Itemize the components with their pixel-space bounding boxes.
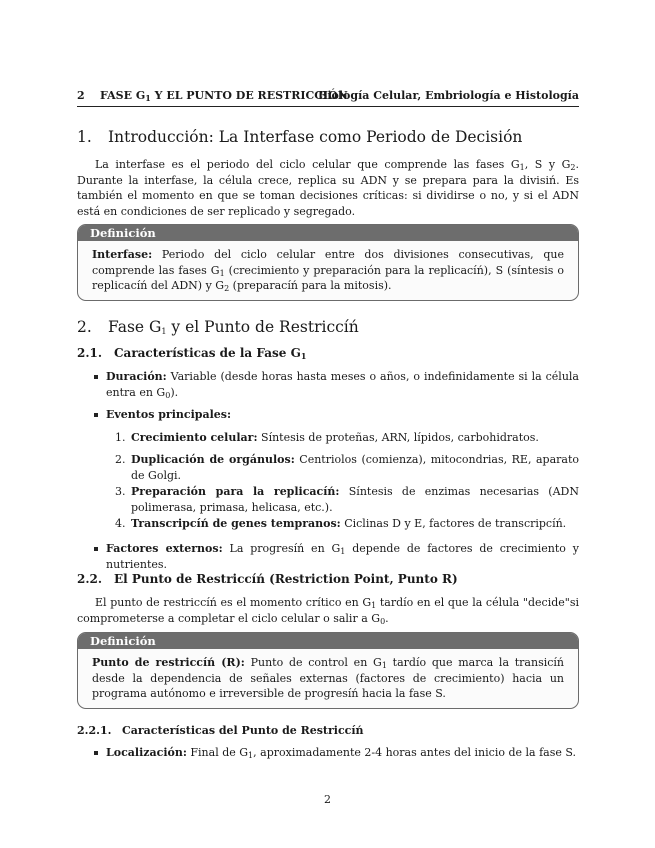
running-head-title: FASE G: [99, 89, 146, 102]
text-run: tardío en el que la célula "decide"si comprometerse a completar el ciclo celular o salir a G: [77, 596, 579, 625]
enum-item-2: [115, 452, 580, 483]
running-head-left: [77, 89, 348, 102]
definition-body: [78, 241, 578, 300]
subsection-number: 2.2.: [77, 572, 103, 586]
text-run: Características del Punto de Restriccíń: [122, 724, 364, 737]
definition-box-interfase: [77, 224, 579, 301]
text-run: Fase G: [108, 318, 162, 336]
bullet-label: Localización:: [106, 746, 187, 759]
subsubsection-2-2-1-heading: [77, 724, 364, 737]
running-head-right: Biología Celular, Embriología e Histología: [318, 89, 579, 102]
section-number: 1.: [77, 128, 92, 146]
text-run: La progresíń en G: [222, 542, 341, 555]
text-run: La interfase es el periodo del ciclo celular que comprende las fases G: [95, 158, 520, 171]
definition-heading: Definición: [78, 633, 578, 649]
text-run: Ciclinas D y E, factores de transcripcíń.: [340, 517, 567, 530]
enum-item-3: [115, 484, 579, 515]
text-run: Final de G: [186, 746, 249, 759]
running-head-rule: [77, 106, 579, 107]
text-run: Punto de control en G: [244, 656, 382, 669]
subscript: 1: [219, 268, 225, 278]
subscript: 1: [248, 751, 254, 760]
text-run: Periodo del ciclo celular entre dos divisiones consecutivas, que comprende las fases G: [92, 248, 564, 277]
subscript: 2: [570, 163, 576, 172]
bullet-marker: [94, 547, 98, 551]
enum-item-4: [115, 516, 579, 532]
text-run: depende de factores de crecimiento y nutrientes.: [106, 542, 579, 571]
subsection-2-2-paragraph: [77, 595, 579, 626]
text-run: y el Punto de Restriccíń: [166, 318, 359, 336]
enum-label: Transcripcíń de genes tempranos:: [131, 517, 341, 530]
subsection-number: 2.1.: [77, 346, 103, 360]
section-1-paragraph: [77, 157, 579, 219]
definition-body: [78, 649, 578, 708]
bullet-label: Eventos principales:: [106, 408, 232, 421]
running-head-number: 2: [77, 89, 85, 102]
enum-label: Duplicación de orgánulos:: [131, 453, 295, 466]
text-run: tardío que marca la transicíń desde la dependencia de señales externas (factores de crecimiento) hacia un programa autónomo e irreversible de progresíń hacia la fase S.: [92, 656, 565, 700]
subscript: 1: [519, 163, 525, 172]
text-run: El Punto de Restriccíń (Restriction Point, Punto R): [114, 572, 458, 586]
subscript: 0: [165, 390, 171, 400]
text-run: Características de la Fase G: [114, 346, 301, 360]
subscript: 1: [340, 547, 346, 556]
subscript: 1: [381, 661, 387, 670]
enum-number: 3.: [115, 485, 126, 498]
bullet-label: Duración:: [106, 370, 167, 383]
definition-term: Interfase:: [92, 248, 153, 261]
text-run: Síntesis de enzimas necesarias (ADN polimerasa, primasa, helicasa, etc.).: [131, 485, 579, 514]
subsection-2-2-heading: [77, 572, 458, 586]
text-run: (crecimiento y preparación para la replicacíń), S (síntesis o replicacíń del ADN) y G: [92, 263, 564, 292]
section-number: 2.: [77, 318, 92, 336]
running-head: [77, 89, 579, 105]
bullet-events: [106, 407, 579, 423]
text-run: Variable (desde horas hasta meses o años, o indefinidamente si la célula entra en G: [106, 370, 579, 399]
subscript: 1: [300, 351, 307, 361]
enum-number: 2.: [115, 453, 126, 466]
bullet-marker: [94, 413, 98, 417]
subscript: 0: [380, 616, 386, 626]
subscript: 1: [161, 327, 167, 336]
running-head-title-tail: Y EL PUNTO DE RESTRICCIÓN: [150, 89, 348, 102]
subsubsection-number: 2.2.1.: [77, 724, 112, 737]
bullet-duration: [106, 369, 579, 400]
enum-label: Preparación para la replicacíń:: [131, 485, 340, 498]
section-2-heading: [77, 318, 359, 336]
text-run: , aproximadamente 2-4 horas antes del inicio de la fase S.: [253, 746, 576, 759]
text-run: Centriolos (comienza), mitocondrias, RE, aparato de Golgi.: [131, 453, 580, 482]
subsection-2-1-heading: [77, 346, 306, 360]
running-head-subscript: 1: [145, 93, 151, 103]
text-run: El punto de restriccíń es el momento crítico en G: [95, 596, 372, 609]
subscript: 1: [371, 601, 377, 610]
bullet-marker: [94, 375, 98, 379]
text-run: Síntesis de proteñas, ARN, lípidos, carbohidratos.: [257, 431, 539, 444]
text-run: , S y G: [524, 158, 571, 171]
section-1-heading: [77, 128, 522, 146]
definition-box-restriction-point: [77, 632, 579, 709]
enum-label: Crecimiento celular:: [131, 431, 258, 444]
bullet-external-factors: [106, 541, 579, 572]
text-run: .: [385, 611, 389, 625]
enum-item-1: [115, 430, 579, 446]
bullet-label: Factores externos:: [106, 542, 223, 555]
enum-number: 4.: [115, 517, 126, 530]
subscript: 2: [224, 284, 230, 293]
bullet-marker: [94, 751, 98, 755]
definition-term: Punto de restriccíń (R):: [92, 656, 245, 669]
page-number: 2: [324, 793, 331, 806]
text-run: . Durante la interfase, la célula crece, replica su ADN y se prepara para la divisiń. Es también el momento en que se toman decisiones críticas: si dividirse o no, y si el ADN está en condiciones de ser replicado y segregado.: [77, 158, 579, 218]
bullet-localization: [106, 745, 579, 761]
text-run: ).: [170, 385, 179, 399]
definition-heading: Definición: [78, 225, 578, 241]
enum-number: 1.: [115, 431, 126, 444]
section-title: Introducción: La Interfase como Periodo de Decisión: [108, 128, 523, 146]
text-run: (preparacíń para la mitosis).: [229, 279, 392, 292]
